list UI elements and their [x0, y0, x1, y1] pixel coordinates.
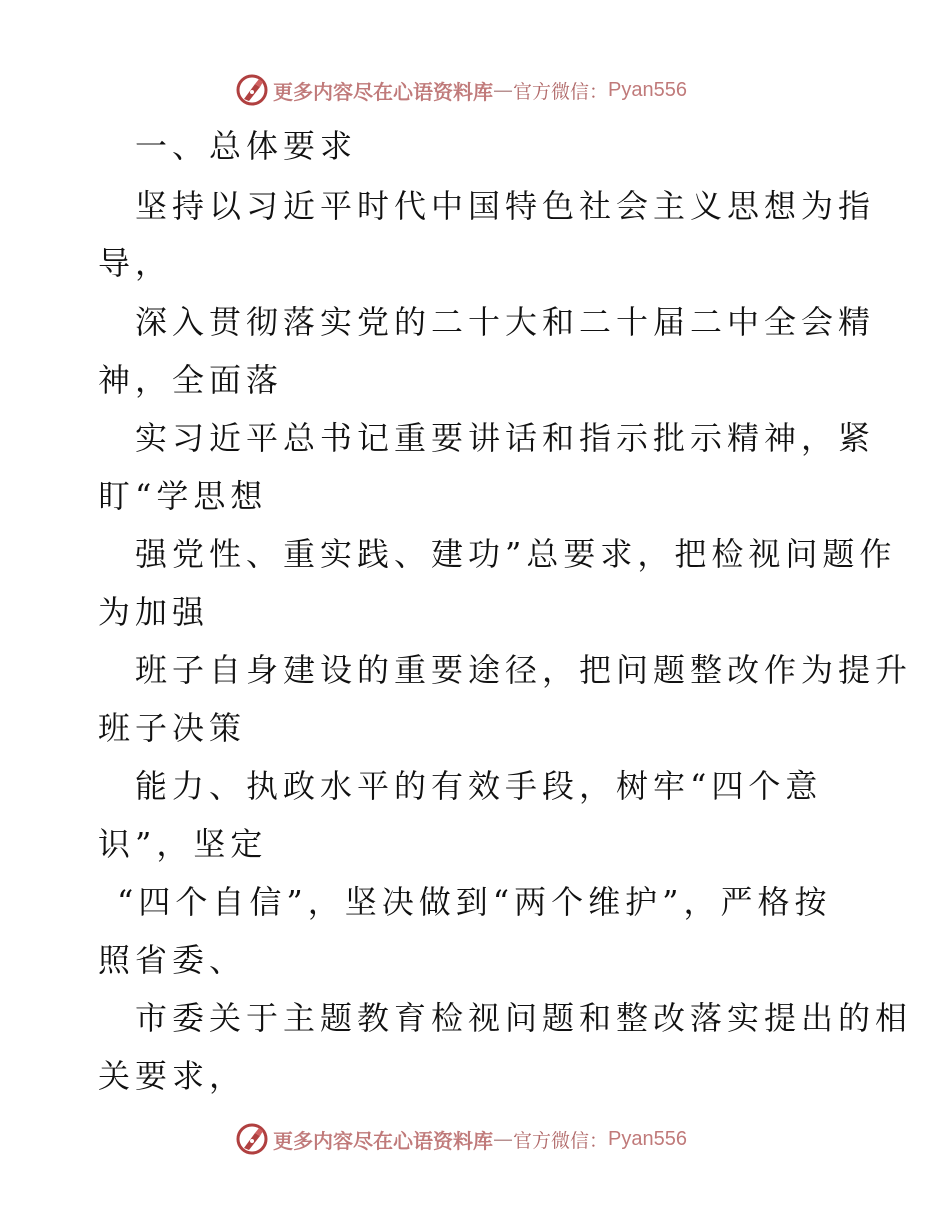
text-line-8: 强党性、重实践、建功”总要求，把检视问题作 [135, 535, 897, 573]
text-line-3: 导， [98, 244, 173, 282]
text-line-9: 为加强 [98, 593, 210, 631]
text-line-1: 一、总体要求 [135, 127, 358, 165]
text-line-14: “四个自信”，坚决做到“两个维护”，严格按 [117, 883, 832, 921]
watermark-dash: — [493, 1127, 513, 1151]
text-line-2: 坚持以习近平时代中国特色社会主义思想为指 [135, 187, 876, 225]
text-line-17: 关要求， [98, 1057, 247, 1095]
watermark-text: 更多内容尽在心语资料库 [273, 1128, 493, 1153]
watermark-wechat-id: Pyan556 [608, 78, 687, 101]
watermark-wechat-id: Pyan556 [608, 1127, 687, 1150]
watermark-dash: — [493, 78, 513, 102]
text-line-11: 班子决策 [98, 709, 247, 747]
text-line-7: 盯“学思想 [98, 477, 268, 515]
header-watermark [235, 73, 755, 107]
footer-watermark [235, 1122, 755, 1156]
pen-nib-logo-icon [235, 1122, 269, 1156]
text-line-13: 识”，坚定 [98, 825, 268, 863]
text-line-6: 实习近平总书记重要讲话和指示批示精神，紧 [135, 419, 876, 457]
pen-nib-logo-icon [235, 73, 269, 107]
text-line-5: 神，全面落 [98, 361, 284, 399]
text-line-4: 深入贯彻落实党的二十大和二十届二中全会精 [135, 303, 876, 341]
watermark-wechat-label: 官方微信： [513, 1129, 609, 1152]
watermark-text: 更多内容尽在心语资料库 [273, 79, 493, 104]
watermark-wechat-label: 官方微信： [513, 80, 609, 103]
text-line-10: 班子自身建设的重要途径，把问题整改作为提升 [135, 651, 913, 689]
text-line-16: 市委关于主题教育检视问题和整改落实提出的相 [135, 999, 913, 1037]
text-line-12: 能力、执政水平的有效手段，树牢“四个意 [135, 767, 823, 805]
text-line-15: 照省委、 [98, 941, 247, 979]
